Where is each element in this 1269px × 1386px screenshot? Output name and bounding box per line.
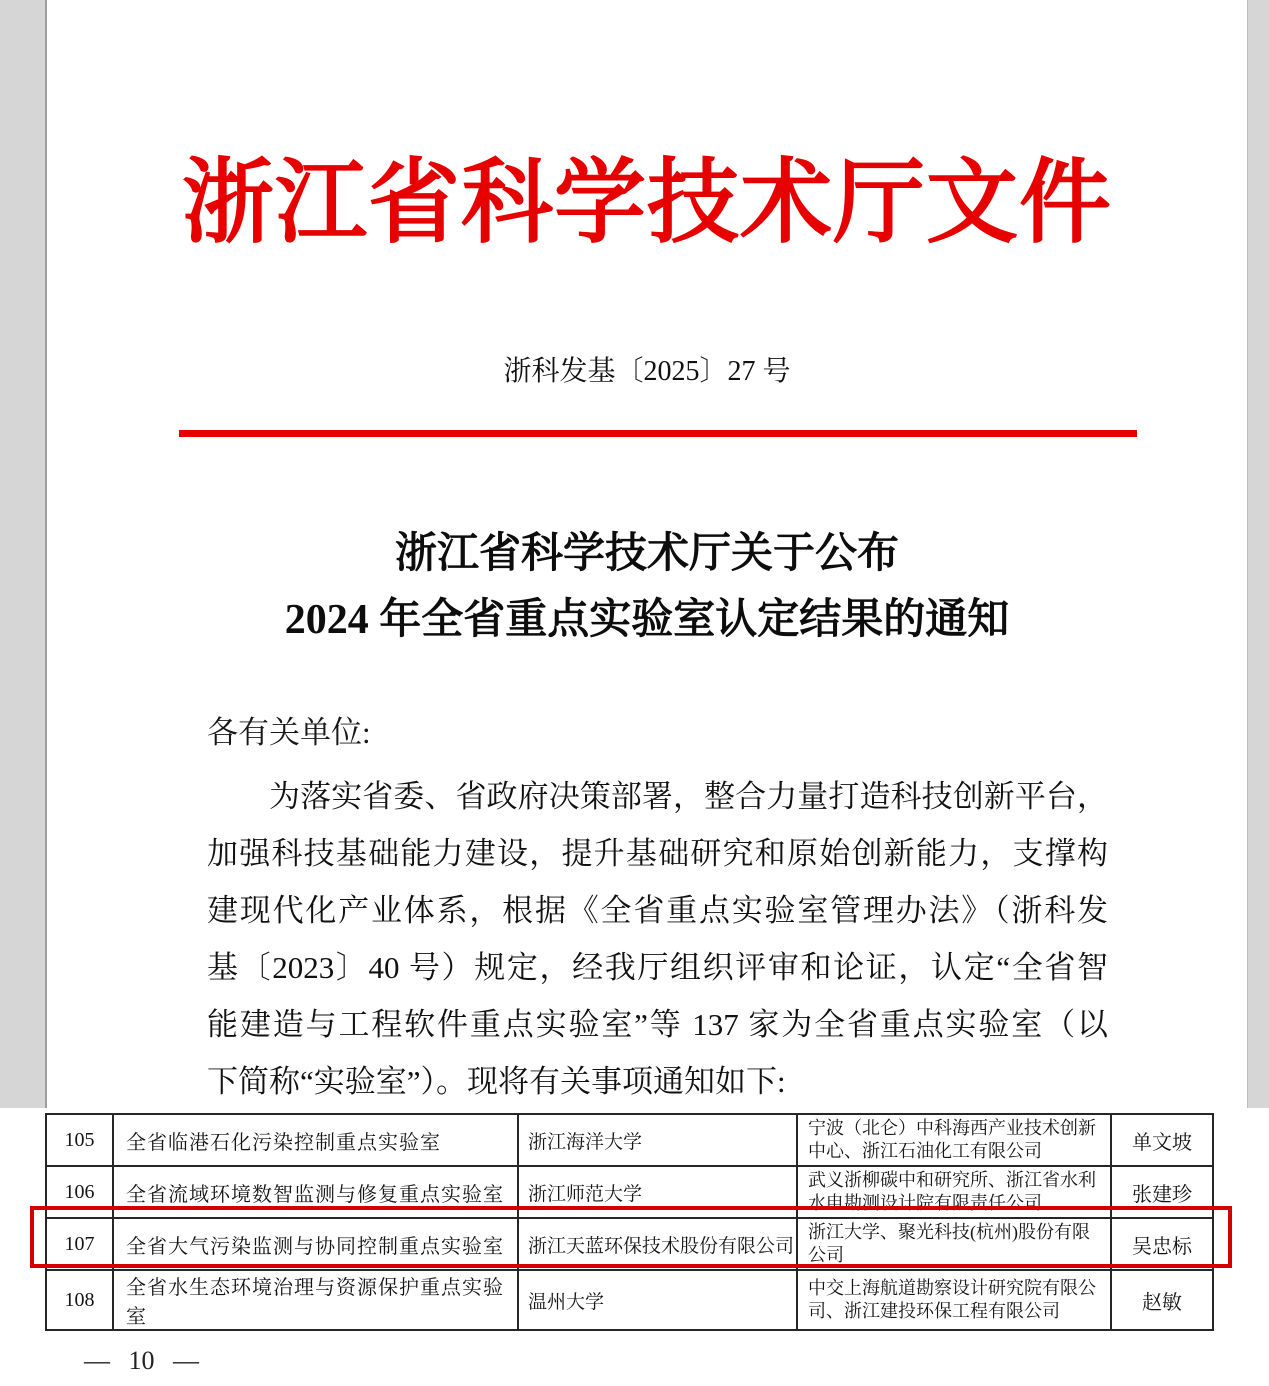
director-cell: 吴忠标 <box>1111 1218 1213 1270</box>
lab-name-cell: 全省临港石化污染控制重点实验室 <box>113 1114 518 1166</box>
table-row-108 <box>46 1270 1213 1330</box>
salutation-line: 各有关单位: <box>207 715 371 750</box>
body-text-line: 为落实省委、省政府决策部署，整合力量打造科技创新平台， <box>269 779 1108 814</box>
table-row-106 <box>46 1166 1213 1218</box>
notice-title-line-2: 2024 年全省重点实验室认定结果的通知 <box>284 597 1010 643</box>
lab-name-cell: 全省流域环境数智监测与修复重点实验室 <box>113 1166 518 1218</box>
row-number-cell: 107 <box>46 1218 113 1270</box>
institution-cell: 温州大学 <box>518 1270 797 1330</box>
document-number: 浙科发基〔2025〕27 号 <box>503 356 791 387</box>
document-page-sheet <box>45 0 1248 1108</box>
body-text-line: 下简称“实验室”）。现将有关事项通知如下: <box>207 1064 786 1099</box>
partners-cell: 宁波（北仑）中科海西产业技术创新中心、浙江石油化工有限公司 <box>797 1114 1111 1166</box>
table-row-107-highlighted <box>46 1218 1213 1270</box>
red-divider-rule <box>179 430 1137 437</box>
director-cell: 张建珍 <box>1111 1166 1213 1218</box>
body-text-line: 加强科技基础能力建设，提升基础研究和原始创新能力，支撑构 <box>207 836 1108 871</box>
row-number-cell: 106 <box>46 1166 113 1218</box>
body-text-line: 能建造与工程软件重点实验室”等 137 家为全省重点实验室（以 <box>207 1007 1108 1042</box>
agency-header-title: 浙江省科学技术厅文件 <box>181 152 1112 254</box>
table-row-105 <box>46 1114 1213 1166</box>
notice-title-line-1: 浙江省科学技术厅关于公布 <box>394 531 899 577</box>
institution-cell: 浙江海洋大学 <box>518 1114 797 1166</box>
institution-cell: 浙江师范大学 <box>518 1166 797 1218</box>
page-number: — 10 — <box>84 1346 199 1375</box>
lab-name-cell: 全省大气污染监测与协同控制重点实验室 <box>113 1218 518 1270</box>
row-number-cell: 105 <box>46 1114 113 1166</box>
body-text-line: 建现代化产业体系，根据《全省重点实验室管理办法》（浙科发 <box>207 893 1108 928</box>
director-cell: 单文坡 <box>1111 1114 1213 1166</box>
row-number-cell: 108 <box>46 1270 113 1330</box>
partners-cell: 浙江大学、聚光科技(杭州)股份有限公司 <box>797 1218 1111 1270</box>
institution-cell: 浙江天蓝环保技术股份有限公司 <box>518 1218 797 1270</box>
key-laboratory-table <box>45 1113 1214 1331</box>
body-text-line: 基〔2023〕40 号）规定，经我厅组织评审和论证，认定“全省智 <box>207 950 1108 985</box>
partners-cell: 中交上海航道勘察设计研究院有限公司、浙江建投环保工程有限公司 <box>797 1270 1111 1330</box>
partners-cell: 武义浙柳碳中和研究所、浙江省水利水电勘测设计院有限责任公司 <box>797 1166 1111 1218</box>
director-cell: 赵敏 <box>1111 1270 1213 1330</box>
lab-name-cell: 全省水生态环境治理与资源保护重点实验室 <box>113 1270 518 1330</box>
